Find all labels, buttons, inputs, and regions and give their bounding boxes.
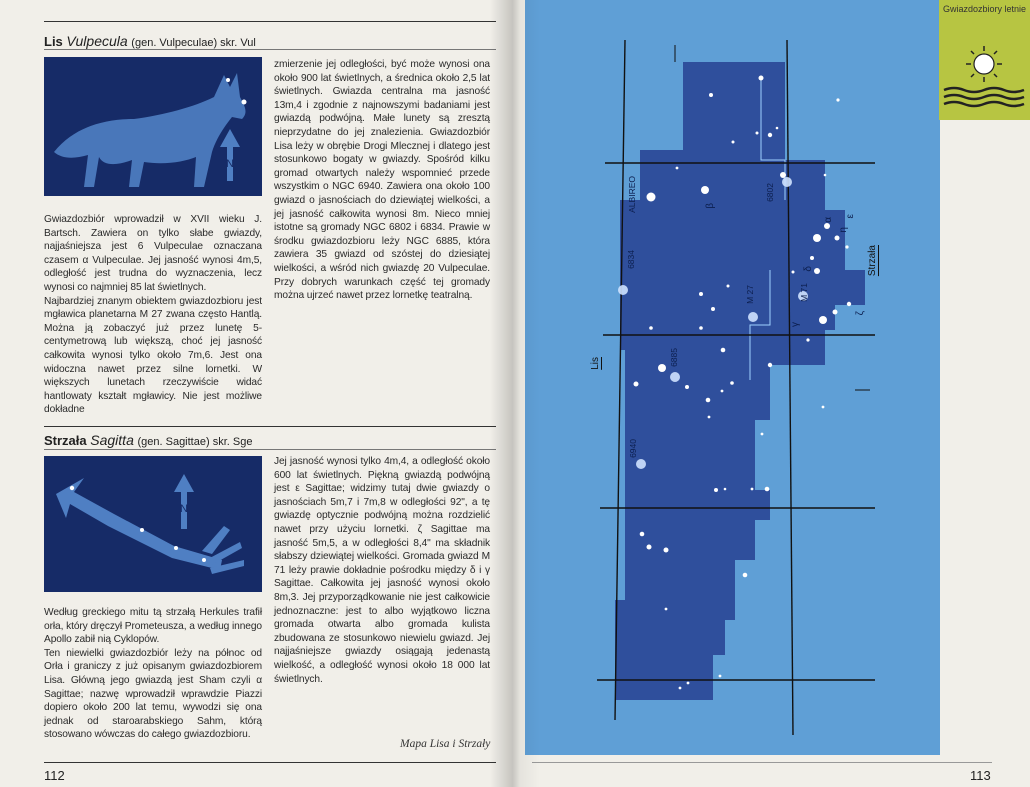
zeta-label: ζ [855, 311, 866, 316]
vulpecula-heading: Lis Vulpecula (gen. Vulpeculae) skr. Vul [44, 33, 256, 49]
epsilon-label: ε [845, 214, 856, 219]
star-map [525, 0, 940, 755]
star-map-drawing [525, 0, 940, 755]
ngc6885-label: 6885 [669, 348, 679, 367]
section-tab-label: Gwiazdozbiory letnie [942, 4, 1027, 14]
vulpecula-rule [44, 49, 496, 50]
eta-label: η [838, 227, 849, 233]
bottom-rule [44, 762, 496, 763]
m71-label: M 71 [799, 283, 809, 302]
fox-illustration [44, 57, 262, 196]
m27-label: M 27 [745, 285, 755, 304]
alpha-label: α [823, 217, 834, 223]
beta-label: β [705, 203, 716, 209]
arrow-illustration [44, 456, 262, 592]
page-number-left: 112 [44, 768, 65, 783]
sagitta-col1: Według greckiego mitu tą strzałą Herkules trafił orła, który dręczył Prometeusza, a według innego Apollo zabił nią Cyklopów. Ten niewielki gwiazdozbiór leży na północ od Orła i graniczy z już opisanym gwiazdozbiorem Lisa. Główną jego gwiazdą jest Sham czyli α Sagittae; nazwę wprowadził wprawdzie Piazzi dopiero około 200 lat temu, wywodzi się ona jednak od staroarabskiego Sahm, którą stosowano wówczas do całego gwiazdozbioru. [44, 607, 262, 741]
svg-text:N: N [180, 503, 188, 515]
arrow-drawing [44, 456, 262, 592]
albireo-label: ALBIREO [627, 176, 637, 213]
section-tab [939, 0, 1030, 120]
section-rule [44, 426, 496, 427]
top-rule [44, 21, 496, 22]
sun-icon [939, 44, 1030, 118]
ngc6940-label: 6940 [628, 439, 638, 458]
bottom-rule-right [532, 762, 992, 763]
map-caption: Mapa Lisa i Strzały [400, 738, 491, 750]
sagitta-rule [44, 449, 496, 450]
book-gutter [490, 0, 540, 787]
sagitta-col2: Jej jasność wynosi tylko 4m,4, a odległość około 600 lat świetlnych. Piękną gwiazdą podwójną jest ε Sagittae; widzimy tutaj dwie gwiazdy o jasnościach 5m,7 i 7m,8 w odległości 92", a tę gwiazdę optycznie podwójną można rozdzielić nawet przy użyciu lornetki. ζ Sagittae ma jasność 5m,5, a w odległości 8,4" ma składnik słabszy dziewiątej wielkości. Gromada gwiazd M 71 leży prawie dokładnie pośrodku między δ i γ Sagittae. Całkowita jej jasność wynosi około 8m,3. Jej przyporządkowanie nie jest całkowicie jednoznaczne: jest to albo wyjątkowo liczna gromada otwarta albo gromada kulista zbudowana ze stosunkowo niewielu gwiazd. Jej najjaśniejsze gwiazdy osiągają jedenastą wielkość, a odległość wynosi około 18 000 lat świetlnych. [274, 456, 490, 685]
lis-map-label: Lis [590, 357, 601, 370]
vulpecula-col2: zmierzenie jej odległości, być może wynosi ona około 900 lat świetlnych, a średnica około 2,5 lat świetlnych. Gwiazda centralna ma jasność 13m,4 i zgodnie z najnowszymi badaniami jest gwiazdą podwójną. Małe lunety są zresztą nieprzydatne do jej znalezienia. Gwiazdozbiór Lisa leży w obrębie Drogi Mlecznej i dlatego jest stosunkowo bogaty w gwiazdy. Spośród kilku gromad otwartych należy wspomnieć przede wszystkim o NGC 6940. Zawiera ona około 100 gwiazd o jasnościach do dziewiątej wielkości, a jej jasność całkowita wynosi 8m. Nieco mniej istotne są gromady NGC 6802 i 6834. Prawie w środku gwiazdozbioru leży NGC 6885, która zawiera 35 gwiazd od szóstej do dziesiątej wielkości, a wśród nich gwiazdę 20 Vulpeculae. Przy dobrych warunkach część tej gromady można ujrzeć nawet przez lornetkę teatralną. [274, 59, 490, 302]
ngc6802-label: 6802 [765, 183, 775, 202]
page-number-right: 113 [970, 768, 991, 783]
svg-text:N: N [226, 158, 234, 170]
vulpecula-col1: Gwiazdozbiór wprowadził w XVII wieku J. Bartsch. Zawiera on tylko słabe gwiazdy, najjaśniejsza jest 6 Vulpeculae oznaczana czasem α Vulpeculae. Jej jasność wynosi 4m,5, odległość jest trudna do wyznaczenia, lecz wynosi co najmniej 85 lat świetlnych. Najbardziej znanym obiektem gwiazdozbioru jest mgławica planetarna M 27 zwana często Hantlą. Można ją zobaczyć już przez lunetę 5-centymetrową lub większą, choć jej jasność całkowita wynosi tylko około 7m,6. Jest ona widoczna nawet przez silne lornetki. W większych lunetach rzeczywiście widać hantlowaty kształt mgławicy. Nie jest możliwe dokładne [44, 214, 262, 416]
strzala-map-label: Strzała [867, 245, 878, 277]
sagitta-heading: Strzała Sagitta (gen. Sagittae) skr. Sge [44, 432, 253, 448]
delta-label: δ [803, 266, 814, 272]
fox-drawing [44, 57, 262, 196]
gamma-label: γ [790, 322, 801, 327]
ngc6834-label: 6834 [626, 250, 636, 269]
